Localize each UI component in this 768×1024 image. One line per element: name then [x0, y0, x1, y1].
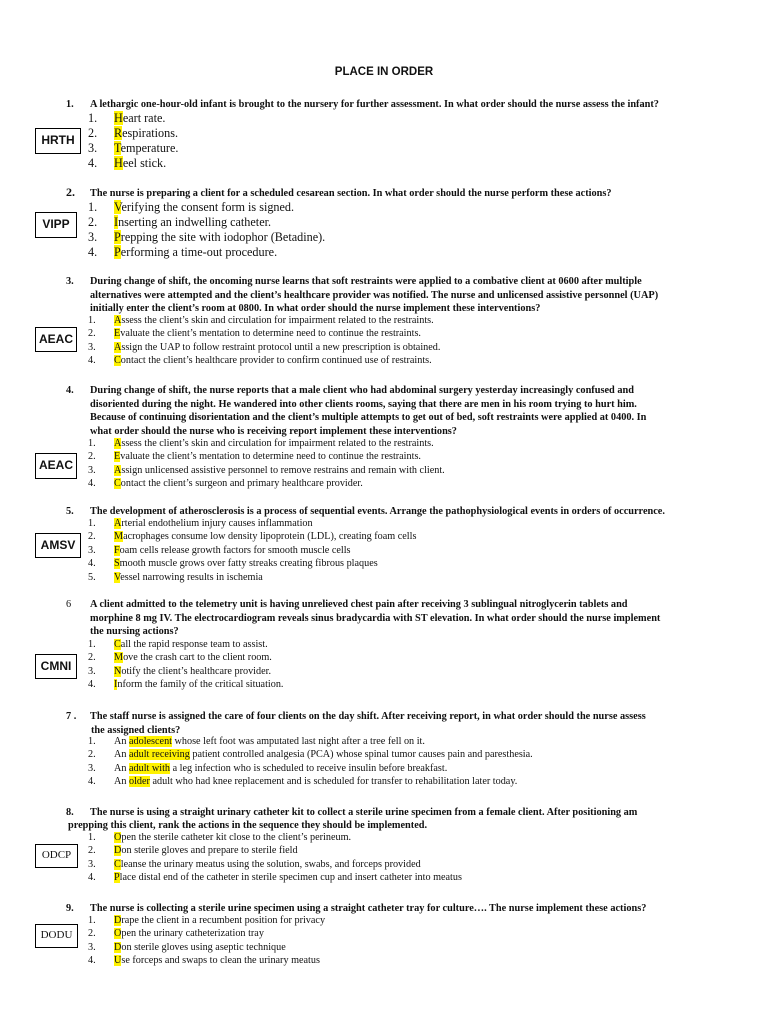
question-number: 9. — [66, 903, 74, 914]
question-text: The nurse is using a straight urinary catheter kit to collect a sterile urine specimen from a female client. After positioning am — [90, 807, 638, 818]
option-item: 4. Place distal end of the catheter in sterile specimen cup and insert catheter into meatus — [88, 872, 462, 884]
question-number: 4. — [66, 385, 74, 396]
option-item: 3. An adult with a leg infection who is scheduled to receive insulin before breakfast. — [88, 762, 448, 774]
option-item: 3. Assign unlicensed assistive personnel to remove restrains and remain with client. — [88, 464, 445, 476]
option-item: 3. Assign the UAP to follow restraint protocol until a new prescription is obtained. — [88, 341, 441, 353]
option-item: 2. Macrophages consume low density lipoprotein (LDL), creating foam cells — [88, 531, 417, 543]
option-item: 2. Don sterile gloves and prepare to sterile field — [88, 845, 298, 857]
question-number: 5. — [66, 506, 74, 517]
question-text: A lethargic one-hour-old infant is brought to the nursery for further assessment. In what order should the nurse assess the infant? — [90, 99, 659, 110]
option-list — [88, 638, 283, 692]
mnemonic-box: CMNI — [35, 654, 77, 679]
question-text: The development of atherosclerosis is a process of sequential events. Arrange the pathophysiological events in orders of occurrence. — [90, 506, 665, 517]
option-list — [88, 200, 325, 260]
question-number: 2. — [66, 185, 75, 199]
option-list — [88, 111, 178, 171]
option-list — [88, 831, 462, 885]
option-item: 2. An adult receiving patient controlled analgesia (PCA) whose spinal tumor causes pain and paresthesia. — [88, 749, 533, 761]
option-item: 4. Performing a time-out procedure. — [88, 245, 278, 259]
mnemonic-box: AMSV — [35, 533, 81, 558]
option-item: 2. Evaluate the client’s mentation to determine need to continue the restraints. — [88, 328, 421, 340]
mnemonic-box: AEAC — [35, 453, 77, 479]
mnemonic-box: ODCP — [35, 844, 78, 868]
question-text: During change of shift, the oncoming nurse learns that soft restraints were applied to a combative client at 0600 after multiple alternatives were attempted and the client’s healthcare provider was notified. The nurse and unlicensed assistive personnel (UAP) initially enter the client’s room at 0800. In what order should the nurse implement these interventions? — [90, 276, 659, 314]
question-number: 8. — [66, 807, 74, 818]
question-text-continued: prepping this client, rank the actions in the sequence they should be implemented. — [68, 820, 428, 831]
option-item: 1. Assess the client’s skin and circulation for impairment related to the restraints. — [88, 315, 434, 326]
option-item: 3. Notify the client’s healthcare provider. — [88, 665, 272, 677]
option-item: 4. Contact the client’s surgeon and primary healthcare provider. — [88, 478, 363, 490]
page-title: PLACE IN ORDER — [334, 66, 434, 78]
option-item: 4. Contact the client’s healthcare provider to confirm continued use of restraints. — [88, 355, 432, 367]
option-item: 4. Heel stick. — [88, 156, 167, 170]
option-item: 2. Inserting an indwelling catheter. — [88, 215, 272, 229]
option-item: 5. Vessel narrowing results in ischemia — [88, 571, 263, 583]
mnemonic-box: DODU — [35, 924, 78, 948]
mnemonic-box: VIPP — [35, 212, 77, 238]
question-text: The staff nurse is assigned the care of four clients on the day shift. After receiving report, in what order should the nurse assess the assigned clients? — [90, 711, 646, 736]
option-item: 4. Inform the family of the critical situation. — [88, 679, 284, 691]
option-item: 4. An older adult who had knee replacement and is scheduled for transfer to rehabilitation later today. — [88, 776, 518, 788]
option-item: 4. Smooth muscle grows over fatty streaks creating fibrous plaques — [88, 558, 378, 570]
option-item: 3. Temperature. — [88, 141, 179, 155]
option-item: 2. Evaluate the client’s mentation to determine need to continue the restraints. — [88, 451, 421, 463]
mnemonic-box: AEAC — [35, 327, 77, 352]
option-item: 2. Respirations. — [88, 126, 178, 140]
option-item: 1. Assess the client’s skin and circulation for impairment related to the restraints. — [88, 438, 434, 449]
question-text: The nurse is collecting a sterile urine specimen using a straight catheter tray for culture…. The nurse implement these actions? — [90, 903, 647, 914]
question-number: 6 — [66, 599, 72, 610]
option-item: 1. Heart rate. — [88, 111, 166, 125]
option-item: 4. Use forceps and swaps to clean the urinary meatus — [88, 955, 320, 967]
option-item: 3. Cleanse the urinary meatus using the solution, swabs, and forceps provided — [88, 858, 421, 870]
option-list — [88, 437, 445, 491]
option-item: 1. Call the rapid response team to assist. — [88, 639, 268, 650]
question-text: During change of shift, the nurse reports that a male client who had abdominal surgery yesterday increasingly confused and disoriented during the night. He wandered into other clients rooms, saying that there are men in his room trying to hurt him. Because of continuing disorientation and the client’s multiple attempts to get out of bed, soft restraints were applied at 0400. In what order should the nurse who is receiving report implement these interventions? — [90, 385, 647, 437]
option-item: 1. An adolescent whose left foot was amputated last night after a tree fell on it. — [88, 736, 425, 747]
option-list — [88, 735, 533, 789]
option-item: 1. Arterial endothelium injury causes inflammation — [88, 518, 313, 529]
question-number: 1. — [66, 99, 74, 110]
option-item: 1. Open the sterile catheter kit close to the client’s perineum. — [88, 832, 352, 843]
option-item: 1. Verifying the consent form is signed. — [88, 200, 295, 214]
option-list — [88, 914, 325, 968]
option-item: 1. Drape the client in a recumbent position for privacy — [88, 915, 326, 926]
mnemonic-box: HRTH — [35, 128, 81, 154]
question-number: 3. — [66, 276, 74, 287]
option-list — [88, 517, 416, 584]
question-number: 7 . — [66, 711, 77, 722]
option-item: 3. Foam cells release growth factors for smooth muscle cells — [88, 544, 351, 556]
option-item: 3. Don sterile gloves using aseptic technique — [88, 941, 286, 953]
option-item: 2. Open the urinary catheterization tray — [88, 928, 264, 940]
option-list — [88, 314, 440, 368]
option-item: 3. Prepping the site with iodophor (Betadine). — [88, 230, 326, 244]
option-item: 2. Move the crash cart to the client room. — [88, 652, 272, 664]
question-text: The nurse is preparing a client for a scheduled cesarean section. In what order should the nurse perform these actions? — [90, 188, 612, 199]
question-text: A client admitted to the telemetry unit is having unrelieved chest pain after receiving 3 sublingual nitroglycerin tablets and morphine 8 mg IV. The electrocardiogram reveals sinus bradycardia with ST elevation. In what order should the nurse implement the nursing actions? — [90, 599, 661, 637]
